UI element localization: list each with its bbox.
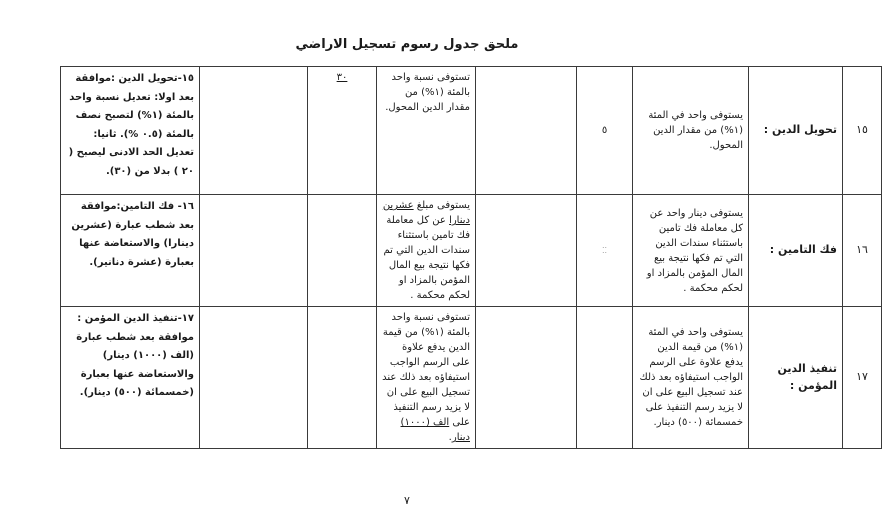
- table-row: [61, 195, 882, 307]
- new-fee-pre: تستوفى نسبة واحد بالمئة (١%) من قيمة الدين يدفع علاوة على الرسم الواجب استيفاؤه بعد ذلك عند تسجيل البيع على ان لا يزيد رسم التنفيذ على: [382, 312, 470, 428]
- new-fee-underlined: الف (١٠٠٠) دينار: [400, 417, 470, 443]
- new-fee-post: .: [448, 432, 452, 443]
- fee-value: [308, 67, 377, 195]
- new-fee-pre: يستوفى مبلغ: [413, 200, 470, 211]
- col-e-value: [200, 195, 308, 307]
- col-e-value: [200, 67, 308, 195]
- committee-note: ١٥-تحويل الدين :موافقة بعد اولا: تعديل نسبة واحد بالمئة (١%) لتصبح نصف بالمئة (٠.٥ %). ثانيا: تعديل الحد الادنى ليصبح ( ٢٠ ) بدلا من (٣٠).: [61, 67, 200, 195]
- fee-name: تنفيذ الدين المؤمن :: [749, 307, 843, 449]
- col-a-value: [577, 307, 633, 449]
- new-fee-underlined: عشرين دينارا: [382, 200, 470, 226]
- row-number: ١٦: [843, 195, 882, 307]
- fee-name: تحويل الدين :: [749, 67, 843, 195]
- row-number: ١٧: [843, 307, 882, 449]
- page-title: ملحق جدول رسوم تسجيل الاراضي: [295, 37, 519, 52]
- col-e-value: [200, 307, 308, 449]
- old-fee-text: يستوفى واحد في المئة (١%) من مقدار الدين المحول.: [633, 67, 749, 195]
- page-number: ٧: [404, 494, 410, 507]
- col-b-value: [476, 307, 577, 449]
- table-row: [61, 307, 882, 449]
- row-number: ١٥: [843, 67, 882, 195]
- table-row: [61, 67, 882, 195]
- new-fee-text: [377, 307, 476, 449]
- col-b-value: [476, 195, 577, 307]
- committee-note: ١٦- فك التامين:موافقة بعد شطب عبارة (عشرين دينارا) والاستعاضة عنها بعبارة (عشرة دنانير).: [61, 195, 200, 307]
- scan-mark-icon: ⁚⁚: [601, 246, 608, 255]
- fee-value: [308, 195, 377, 307]
- old-fee-text: يستوفى واحد في المئة (١%) من قيمة الدين يدفع علاوة على الرسم الواجب استيفاؤه بعد ذلك عند تسجيل البيع على ان لا يزيد رسم التنفيذ على خمسمائة (٥٠٠) دينار.: [633, 307, 749, 449]
- committee-note: ١٧-تنفيذ الدين المؤمن : موافقة بعد شطب عبارة (الف (١٠٠٠) دينار) والاستعاضة عنها بعبارة (خمسمائة (٥٠٠) دينار).: [61, 307, 200, 449]
- new-fee-text: تستوفى نسبة واحد بالمئة (١%) من مقدار الدين المحول.: [377, 67, 476, 195]
- fee-name: فك التامين :: [749, 195, 843, 307]
- old-fee-text: يستوفى دينار واحد عن كل معاملة فك تامين باستثناء سندات الدين التي تم فكها نتيجة بيع المال المؤمن بالمزاد او لحكم محكمة .: [633, 195, 749, 307]
- new-fee-post: عن كل معاملة فك تامين باستثناء سندات الدين التي تم فكها نتيجة بيع المال المؤمن بالمزاد او لحكم محكمة .: [383, 215, 470, 301]
- col-a-value: [577, 195, 633, 307]
- fee-value-text: ٣٠: [336, 72, 348, 83]
- new-fee-text: [377, 195, 476, 307]
- col-b-value: [476, 67, 577, 195]
- col-a-value: ٥: [577, 67, 633, 195]
- fee-value: [308, 307, 377, 449]
- fees-table: [60, 66, 882, 449]
